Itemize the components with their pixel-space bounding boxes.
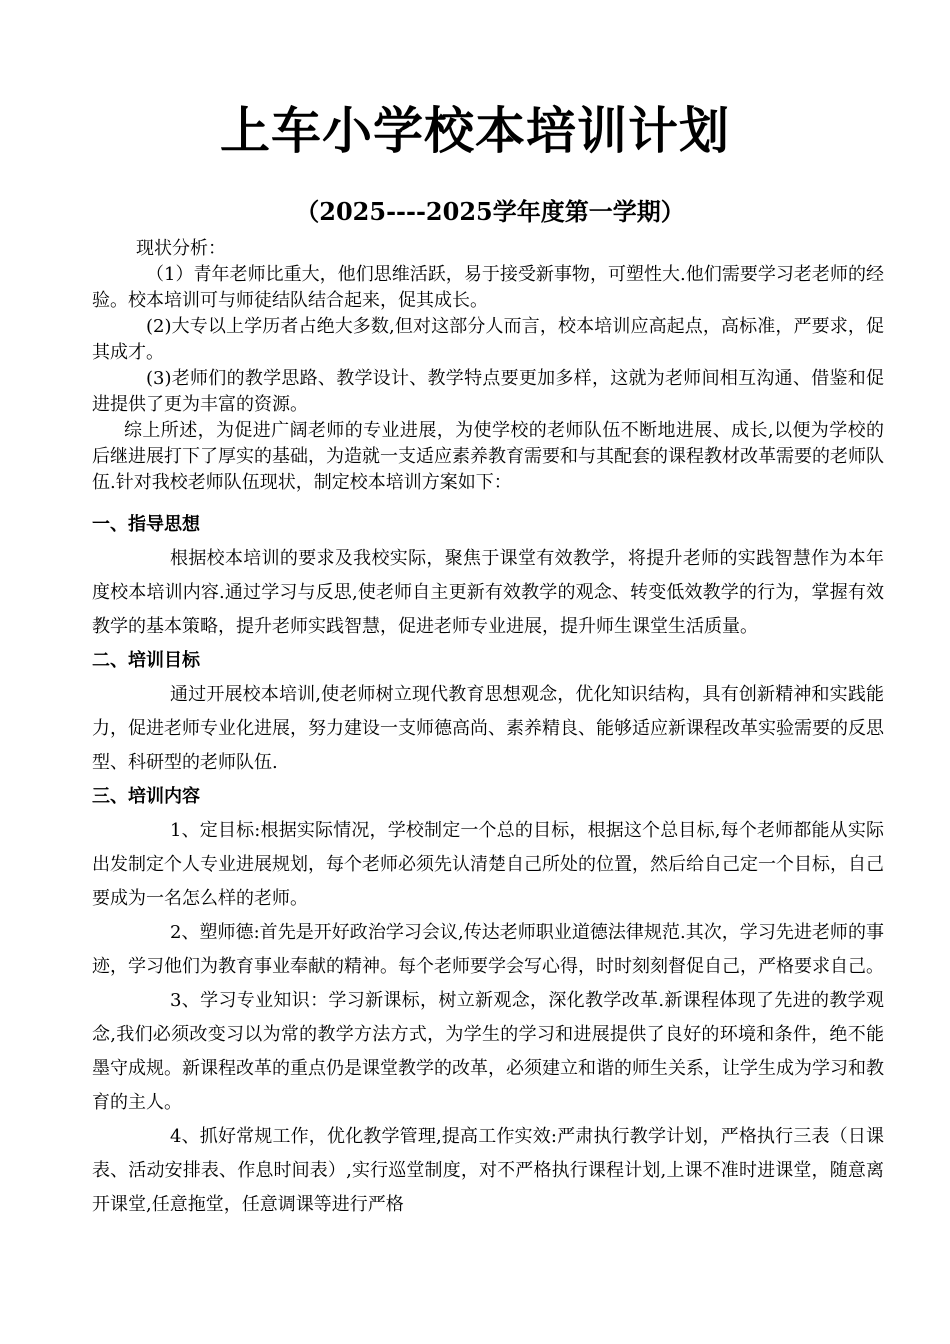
analysis-summary: 综上所述，为促进广阔老师的专业进展，为使学校的老师队伍不断地进展、成长,以便为学校的后继进展打下了厚实的基础，为造就一支适应素养教育需要和与其配套的课程教材改革需要的老师队伍.针对我校老师队伍现状，制定校本培训方案如下：	[92, 420, 884, 493]
analysis-item-2: (2)大专以上学历者占绝大多数,但对这部分人而言，校本培训应高起点，高标准，严要求，促其成才。	[92, 316, 884, 363]
training-goals-paragraph: 通过开展校本培训,使老师树立现代教育思想观念，优化知识结构，具有创新精神和实践能力，促进老师专业化进展，努力建设一支师德高尚、素养精良、能够适应新课程改革实验需要的反思型、科研型的老师队伍.	[92, 684, 884, 773]
section-heading-training-content: 三、培训内容	[92, 786, 200, 807]
analysis-item-3: (3)老师们的教学思路、教学设计、教学特点要更加多样，这就为老师间相互沟通、借鉴和促进提供了更为丰富的资源。	[92, 368, 884, 415]
training-content-item-4: 4、抓好常规工作，优化教学管理,提高工作实效:严肃执行教学计划，严格执行三表（日课表、活动安排表、作息时间表）,实行巡堂制度，对不严格执行课程计划,上课不准时进课堂，随意离开课堂,任意拖堂，任意调课等进行严格	[92, 1126, 884, 1215]
training-content-item-2: 2、塑师德:首先是开好政治学习会议,传达老师职业道德法律规范.其次，学习先进老师的事迹，学习他们为教育事业奉献的精神。每个老师要学会写心得，时时刻刻督促自己，严格要求自己。	[92, 922, 884, 977]
document-title: 上车小学校本培训计划	[220, 102, 730, 160]
guiding-ideology-paragraph: 根据校本培训的要求及我校实际，聚焦于课堂有效教学，将提升老师的实践智慧作为本年度校本培训内容.通过学习与反思,使老师自主更新有效教学的观念、转变低效教学的行为，掌握有效教学的基本策略，提升老师实践智慧，促进老师专业进展，提升师生课堂生活质量。	[92, 548, 884, 637]
training-content-item-1: 1、定目标:根据实际情况，学校制定一个总的目标，根据这个总目标,每个老师都能从实际出发制定个人专业进展规划，每个老师必须先认清楚自己所处的位置，然后给自己定一个目标，自己要成为一名怎么样的老师。	[92, 820, 884, 909]
analysis-item-1: （1）青年老师比重大，他们思维活跃，易于接受新事物，可塑性大.他们需要学习老老师的经验。校本培训可与师徒结队结合起来，促其成长。	[92, 264, 884, 311]
document-body	[92, 508, 884, 1222]
training-content-item-3: 3、学习专业知识：学习新课标，树立新观念，深化教学改革.新课程体现了先进的教学观念,我们必须改变习以为常的教学方法方式，为学生的学习和进展提供了良好的环境和条件，绝不能墨守成规。新课程改革的重点仍是课堂教学的改革，必须建立和谐的师生关系，让学生成为学习和教育的主人。	[92, 990, 884, 1113]
status-analysis-heading: 现状分析：	[136, 238, 226, 259]
document-subtitle: （2025----2025学年度第一学期）	[295, 197, 685, 226]
status-analysis	[92, 236, 884, 496]
section-heading-guiding-ideology: 一、指导思想	[92, 514, 200, 535]
section-heading-training-goals: 二、培训目标	[92, 650, 200, 671]
